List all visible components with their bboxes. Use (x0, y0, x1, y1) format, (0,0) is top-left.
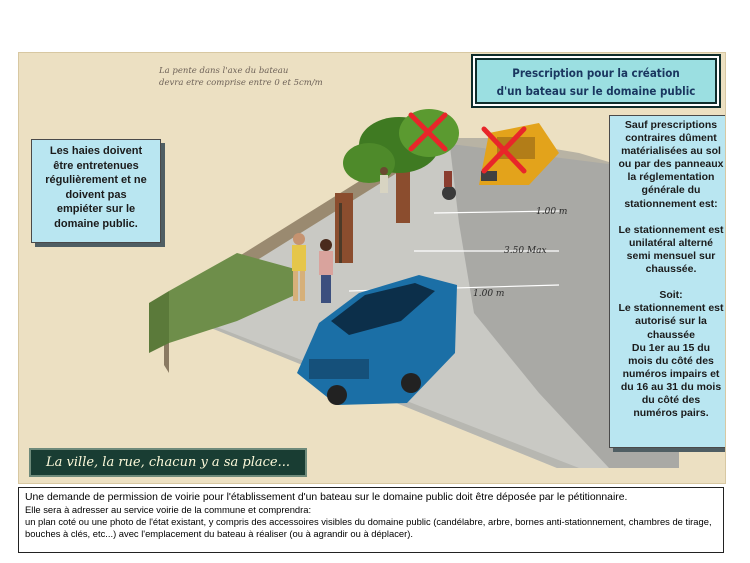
left-pillar (335, 193, 353, 263)
page-title: Prescription pour la création d'un bateau sur le domaine public (475, 58, 717, 104)
slogan: La ville, la rue, chacun y a sa place... (29, 448, 307, 477)
dimension-bottom: 1.00 m (473, 289, 505, 299)
dimension-middle: 3.50 Max (504, 246, 547, 256)
footer-note (18, 487, 724, 553)
slope-note: La pente dans l'axe du bateau devra etre comprise entre 0 et 5cm/m (159, 66, 323, 88)
illustration-panel (18, 52, 726, 484)
footer-line-1: Une demande de permission de voirie pour l'établissement d'un bateau sur le domaine public doit être déposée par le pétitionnaire. (25, 492, 628, 503)
footer-line-3: un plan coté ou une photo de l'état existant, y compris des accessoires visibles du domaine public (candélabre, arbre, bornes anti-stationnement, chambres de tirage, bouches à clés, etc...) avec l'emplacement du bateau à réaliser (ou à agrandir ou à déplacer). (25, 516, 712, 539)
hedges-callout: Les haies doivent être entretenues régulièrement et ne doivent pas empiéter sur le domaine public. (31, 139, 161, 243)
footer-line-2: Elle sera à adresser au service voirie de la commune et comprendra: (25, 504, 312, 515)
parking-callout: Sauf prescriptions contraires dûment matérialisées au sol ou par des panneaux la réglementation générale du stationnement est: Le stationnement est unilatéral alterné semi mensuel sur chaussée. Soit: Le stationnement est autorisé sur la chaussée Du 1er au 15 du mois du côté des numéros impairs et du 16 au 31 du mois du côté des numéros pairs. (609, 115, 726, 448)
dimension-top: 1.00 m (536, 207, 568, 217)
front-hedge-side (149, 291, 169, 353)
